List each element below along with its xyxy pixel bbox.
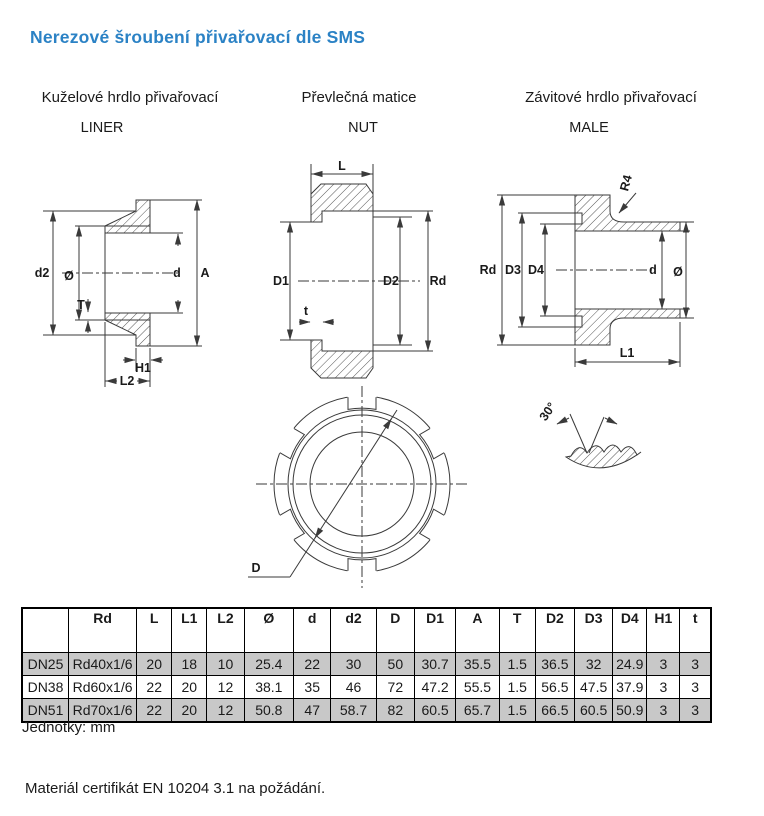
cell: 3 xyxy=(680,653,711,676)
nut-section-hatch-bottom xyxy=(311,340,373,378)
nut-front-view xyxy=(248,386,468,588)
section-code-nut: NUT xyxy=(348,120,378,136)
col-header-D3: D3 xyxy=(575,608,613,653)
cell: 22 xyxy=(137,699,172,722)
col-header-H1: H1 xyxy=(647,608,680,653)
col-header-L2: L2 xyxy=(207,608,244,653)
col-header-t: t xyxy=(680,608,711,653)
thread-profile-detail xyxy=(537,400,641,468)
col-header-D: D xyxy=(376,608,414,653)
male-label-Rd: Rd xyxy=(479,263,497,277)
col-header-D4: D4 xyxy=(613,608,647,653)
cell: 3 xyxy=(680,699,711,722)
col-header-D1: D1 xyxy=(414,608,455,653)
col-header-L1: L1 xyxy=(172,608,207,653)
col-header-L: L xyxy=(137,608,172,653)
section-code-male: MALE xyxy=(569,120,609,136)
page-title: Nerezové šroubení přivařovací dle SMS xyxy=(30,27,366,47)
col-header-T: T xyxy=(499,608,535,653)
material-certificate-note: Materiál certifikát EN 10204 3.1 na požádání. xyxy=(25,780,326,797)
table-row-dn51 xyxy=(22,699,711,722)
col-header-A: A xyxy=(456,608,499,653)
cell: 50.9 xyxy=(613,699,647,722)
technical-drawings xyxy=(0,140,764,600)
liner-label-T: T xyxy=(77,298,85,312)
cell: 65.7 xyxy=(456,699,499,722)
cell: 72 xyxy=(376,676,414,699)
cell: 50 xyxy=(376,653,414,676)
col-header-D2: D2 xyxy=(535,608,574,653)
section-heading-liner: Kuželové hrdlo přivařovací xyxy=(41,89,219,106)
liner-label-d2: d2 xyxy=(34,266,50,280)
liner-label-L2: L2 xyxy=(119,374,135,388)
cell: DN25 xyxy=(22,653,68,676)
cell: 3 xyxy=(680,676,711,699)
male-section-hatch-bottom xyxy=(575,309,680,345)
cell: 46 xyxy=(331,676,376,699)
table-row-dn38 xyxy=(22,676,711,699)
thread-profile-hatch xyxy=(566,445,641,468)
liner-label-A: A xyxy=(200,266,210,280)
nut-section-hatch-top xyxy=(311,184,373,222)
cell: 35 xyxy=(294,676,331,699)
cell: 20 xyxy=(172,676,207,699)
liner-section-hatch-top xyxy=(105,200,150,233)
nut-label-t: t xyxy=(303,304,309,318)
nut-drawing xyxy=(273,159,446,378)
cell: 24.9 xyxy=(613,653,647,676)
male-label-dia: Ø xyxy=(673,265,683,279)
male-label-D3: D3 xyxy=(505,263,521,277)
cell: 10 xyxy=(207,653,244,676)
cell: 66.5 xyxy=(535,699,574,722)
cell: Rd40x1/6 xyxy=(68,653,136,676)
cell: 82 xyxy=(376,699,414,722)
cell: 50.8 xyxy=(244,699,294,722)
cell: 1.5 xyxy=(499,699,535,722)
cell: 35.5 xyxy=(456,653,499,676)
cell: DN38 xyxy=(22,676,68,699)
cell: 38.1 xyxy=(244,676,294,699)
cell: 30.7 xyxy=(414,653,455,676)
section-heading-nut: Převlečná matice xyxy=(301,89,417,106)
cell: 30 xyxy=(331,653,376,676)
cell: Rd70x1/6 xyxy=(68,699,136,722)
nut-label-Rd: Rd xyxy=(429,274,447,288)
col-header-d2: d2 xyxy=(331,608,376,653)
liner-label-d: d xyxy=(173,266,181,280)
cell: 22 xyxy=(294,653,331,676)
cell: 56.5 xyxy=(535,676,574,699)
dimension-table xyxy=(21,607,712,723)
cell: DN51 xyxy=(22,699,68,722)
table-header-row xyxy=(22,608,711,653)
cell: 12 xyxy=(207,676,244,699)
cell: 60.5 xyxy=(414,699,455,722)
cell: 47 xyxy=(294,699,331,722)
male-label-R4: R4 xyxy=(617,173,635,193)
nut-label-L: L xyxy=(338,159,346,173)
cell: 3 xyxy=(647,676,680,699)
liner-label-dia: Ø xyxy=(64,269,74,283)
cell: 1.5 xyxy=(499,653,535,676)
section-heading-male: Závitové hrdlo přivařovací xyxy=(525,89,697,106)
male-drawing xyxy=(480,173,694,367)
cell: 25.4 xyxy=(244,653,294,676)
nut-label-D1: D1 xyxy=(273,274,289,288)
cell: 58.7 xyxy=(331,699,376,722)
male-section-hatch-top xyxy=(575,195,680,231)
cell: 18 xyxy=(172,653,207,676)
cell: 37.9 xyxy=(613,676,647,699)
section-code-liner: LINER xyxy=(80,120,124,136)
cell: 55.5 xyxy=(456,676,499,699)
thread-angle-label: 30° xyxy=(536,399,559,424)
nut-label-D: D xyxy=(251,561,261,575)
male-label-d: d xyxy=(649,263,657,277)
cell: 36.5 xyxy=(535,653,574,676)
cell: 60.5 xyxy=(575,699,613,722)
col-header-dn xyxy=(22,608,68,653)
liner-label-H1: H1 xyxy=(135,361,151,375)
col-header-Rd: Rd xyxy=(68,608,136,653)
cell: 3 xyxy=(647,653,680,676)
units-note: Jednotky: mm xyxy=(22,719,116,736)
cell: 3 xyxy=(647,699,680,722)
liner-drawing xyxy=(35,200,210,388)
table-row-dn25 xyxy=(22,653,711,676)
col-header-dia: Ø xyxy=(244,608,294,653)
liner-section-hatch-bottom xyxy=(105,313,150,346)
nut-label-D2: D2 xyxy=(383,274,399,288)
cell: 20 xyxy=(137,653,172,676)
cell: 47.2 xyxy=(414,676,455,699)
col-header-d: d xyxy=(294,608,331,653)
cell: 1.5 xyxy=(499,676,535,699)
male-label-D4: D4 xyxy=(528,263,544,277)
cell: 32 xyxy=(575,653,613,676)
cell: 12 xyxy=(207,699,244,722)
male-label-L1: L1 xyxy=(619,346,635,360)
cell: 47.5 xyxy=(575,676,613,699)
cell: 22 xyxy=(137,676,172,699)
cell: 20 xyxy=(172,699,207,722)
cell: Rd60x1/6 xyxy=(68,676,136,699)
